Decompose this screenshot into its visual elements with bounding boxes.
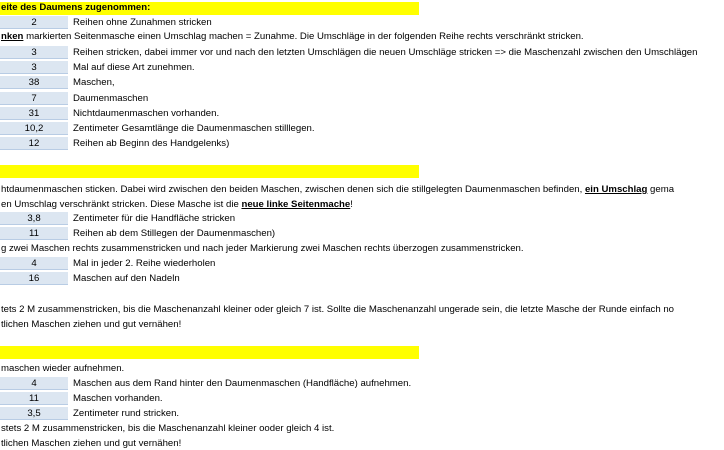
table-row[interactable]	[0, 377, 724, 390]
label-cell: Reihen ab dem Stillegen der Daumenmaschen)	[73, 228, 276, 239]
label-cell: Reihen stricken, dabei immer vor und nach den letzten Umschlägen die neuen Umschläge stricken => die Maschenzahl zwischen den Umschlägen	[73, 47, 698, 58]
label-cell: Daumenmaschen	[73, 93, 149, 104]
table-row[interactable]	[0, 272, 724, 285]
label-cell: Reihen ohne Zunahmen stricken	[73, 17, 212, 28]
value-cell[interactable]: 16	[0, 272, 68, 285]
value-cell[interactable]: 4	[0, 377, 68, 390]
value-cell[interactable]: 4	[0, 257, 68, 270]
value-cell[interactable]: 3,8	[0, 212, 68, 225]
table-row[interactable]	[0, 61, 724, 74]
value-cell[interactable]: 11	[0, 392, 68, 405]
label-cell: Reihen ab Beginn des Handgelenks)	[73, 138, 230, 149]
underlined-term: ein Umschlag	[584, 184, 648, 195]
table-row[interactable]	[0, 137, 724, 150]
instruction-text: tlichen Maschen ziehen und gut vernähen!	[1, 438, 182, 449]
label-cell: Nichtdaumenmaschen vorhanden.	[73, 108, 220, 119]
label-cell: Zentimeter rund stricken.	[73, 408, 180, 419]
label-cell: Maschen vorhanden.	[73, 393, 163, 404]
section-header-hand	[0, 165, 419, 178]
section-header-thumb	[0, 2, 419, 15]
label-cell: Maschen aus dem Rand hinter den Daumenmaschen (Handfläche) aufnehmen.	[73, 378, 412, 389]
table-row[interactable]	[0, 16, 724, 29]
label-cell: Zentimeter für die Handfläche stricken	[73, 213, 236, 224]
instruction-text: !	[350, 199, 353, 210]
instruction-text: markierten Seitenmasche einen Umschlag machen = Zunahme. Die Umschläge in der folgenden Reihe rechts verschränkt stricken.	[23, 31, 584, 42]
value-cell[interactable]: 12	[0, 137, 68, 150]
value-cell[interactable]: 10,2	[0, 122, 68, 135]
text-row	[0, 183, 724, 196]
label-cell: Maschen,	[73, 77, 115, 88]
table-row[interactable]	[0, 107, 724, 120]
instruction-text: stets 2 M zusammenstricken, bis die Maschenanzahl kleiner ooder gleich 4 ist.	[1, 423, 335, 434]
underlined-term: neue linke Seitenmache	[241, 199, 351, 210]
table-row[interactable]	[0, 76, 724, 89]
table-row[interactable]	[0, 122, 724, 135]
text-row	[0, 242, 724, 255]
instruction-text: gema	[647, 184, 675, 195]
table-row[interactable]	[0, 257, 724, 270]
instruction-text: en Umschlag verschränkt stricken. Diese Masche ist die	[1, 199, 242, 210]
section-header-thumb-finish	[0, 346, 419, 359]
label-cell: Mal in jeder 2. Reihe wiederholen	[73, 258, 216, 269]
text-row	[0, 362, 724, 375]
table-row[interactable]	[0, 407, 724, 420]
value-cell[interactable]: 31	[0, 107, 68, 120]
instruction-text: tlichen Maschen ziehen und gut vernähen!	[1, 319, 182, 330]
text-row	[0, 198, 724, 211]
text-row	[0, 30, 724, 43]
table-row[interactable]	[0, 227, 724, 240]
text-row	[0, 437, 724, 450]
value-cell[interactable]: 3	[0, 61, 68, 74]
value-cell[interactable]: 11	[0, 227, 68, 240]
label-cell: Maschen auf den Nadeln	[73, 273, 180, 284]
table-row[interactable]	[0, 92, 724, 105]
value-cell[interactable]: 7	[0, 92, 68, 105]
instruction-text: g zwei Maschen rechts zusammenstricken und nach jeder Markierung zwei Maschen rechts überzogen zusammenstricken.	[1, 243, 524, 254]
text-row	[0, 422, 724, 435]
value-cell[interactable]: 3	[0, 46, 68, 59]
instruction-text: tets 2 M zusammenstricken, bis die Maschenanzahl kleiner oder gleich 7 ist. Sollte die Maschenanzahl ungerade sein, die letzte Masche der Runde einfach no	[1, 304, 675, 315]
table-row[interactable]	[0, 212, 724, 225]
text-row	[0, 318, 724, 331]
value-cell[interactable]: 3,5	[0, 407, 68, 420]
value-cell[interactable]: 38	[0, 76, 68, 89]
table-row[interactable]	[0, 46, 724, 59]
table-row[interactable]	[0, 392, 724, 405]
label-cell: Mal auf diese Art zunehmen.	[73, 62, 195, 73]
underlined-term: nken	[1, 31, 24, 42]
value-cell[interactable]: 2	[0, 16, 68, 29]
section-header-text: eite des Daumens zugenommen:	[1, 2, 151, 13]
label-cell: Zentimeter Gesamtlänge die Daumenmaschen stilllegen.	[73, 123, 315, 134]
instruction-text: htdaumenmaschen sticken. Dabei wird zwischen den beiden Maschen, zwischen denen sich die stillgelegten Daumenmaschen befinden,	[1, 184, 585, 195]
text-row	[0, 303, 724, 316]
instruction-text: maschen wieder aufnehmen.	[1, 363, 125, 374]
